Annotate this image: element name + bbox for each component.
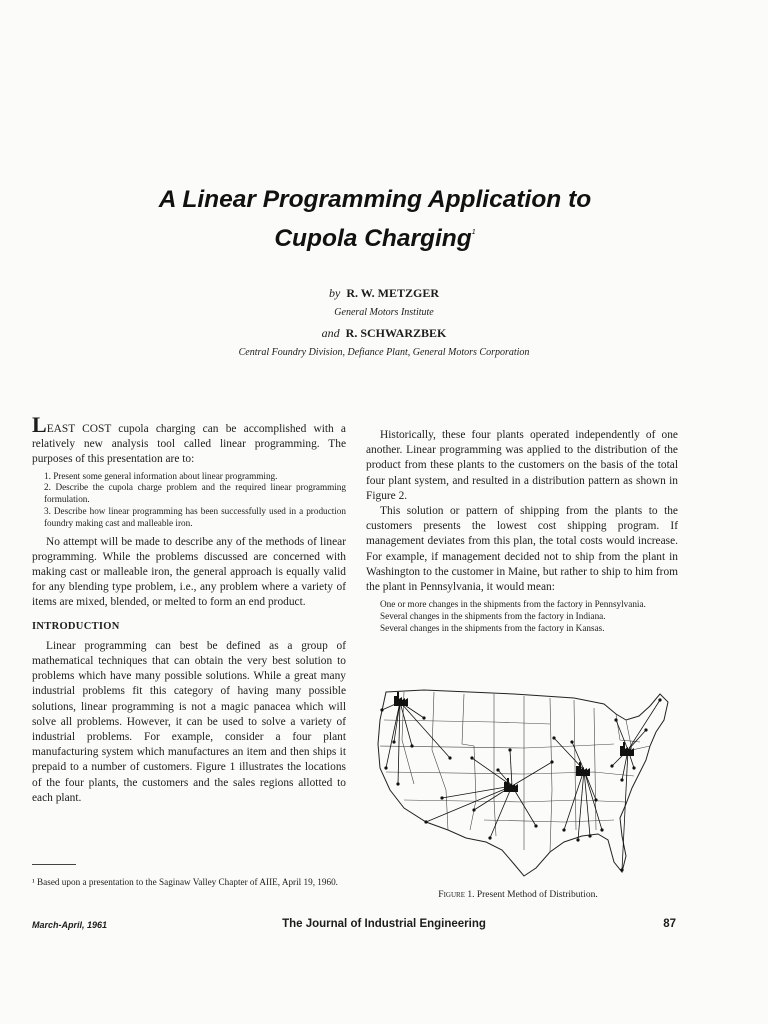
- list-item: 2. Describe the cupola charge problem and the required linear programming formulation.: [44, 482, 346, 505]
- list-item: 3. Describe how linear programming has been successfully used in a production foundry making cast and malleable iron.: [44, 506, 346, 528]
- us-outline: [378, 690, 668, 876]
- list-item: One or more changes in the shipments from the factory in Pennsylvania.: [380, 599, 646, 610]
- article-title: [60, 183, 690, 255]
- plant-factory-icons: [394, 692, 634, 792]
- title-line-2-text: Cupola Charging: [274, 225, 472, 252]
- author-2-affiliation: Central Foundry Division, Defiance Plant, General Motors Corporation: [238, 347, 530, 358]
- author-2-line: [0, 326, 768, 341]
- consequence-list: [366, 599, 678, 634]
- section-heading: INTRODUCTION: [32, 620, 120, 632]
- intro-paragraph: [32, 412, 346, 468]
- figure-caption: [368, 890, 668, 900]
- list-item: Several changes in the shipments from the factory in Kansas.: [380, 622, 605, 633]
- figure-caption-label: Figure: [438, 890, 465, 900]
- figure-caption-text: 1. Present Method of Distribution.: [467, 890, 598, 900]
- issue-date: March-April, 1961: [32, 920, 108, 930]
- purpose-list: [32, 471, 346, 530]
- factory-icon-washington: [394, 692, 408, 706]
- right-paragraph-1: Historically, these four plants operated independently of one another. Linear programming was applied to the distribution of the product from these plants to the customers on the basis of the total four plant system, and resulted in a distribution pattern as shown in Figure 2.: [366, 429, 678, 502]
- title-line-2: [60, 216, 690, 255]
- list-item: Several changes in the shipments from the factory in Indiana.: [380, 611, 606, 622]
- by-label: by: [328, 286, 341, 300]
- distribution-map-figure: [364, 680, 680, 885]
- customer-points: [380, 698, 661, 871]
- right-paragraph-2: This solution or pattern of shipping from the plants to the customers presents the lowest cost shipping program. If management deviates from this plan, the total costs would increase. For example, if management decided not to ship from the plant in Washington to the customer in Maine, but rather to ship to him from the plant in Pennsylvania, it would mean:: [366, 505, 678, 594]
- right-column: [366, 428, 678, 635]
- paragraph-3: Linear programming can best be defined as a group of mathematical techniques that can obtain the very best solution to problems which have many possible solutions. While a great many industrial problems fit this category of having many possible solutions, linear programming is not a magic panacea which will solve all problems. However, it can be used to solve a variety of industrial problems. For example, consider a four plant manufacturing system which manufactures an item and then ships it prepaid to a number of customers. Figure 1 illustrates the locations of the four plants, the customers and the sales regions allotted to each plant.: [32, 639, 346, 804]
- author-1-name: R. W. METZGER: [346, 286, 440, 300]
- left-column: [32, 412, 346, 806]
- paragraph-2: No attempt will be made to describe any of the methods of linear programming. While the problems discussed are concerned with making cast or malleable iron, the general approach is equally valid for any blending type problem, i.e., any problem where a variety of items are mixed, blended, or melted to form an end product.: [32, 535, 346, 609]
- author-2-name: R. SCHWARZBEK: [345, 326, 447, 340]
- title-footnote-ref: 1: [471, 229, 476, 236]
- factory-icon-kansas: [504, 778, 518, 792]
- distribution-lines: [382, 700, 660, 870]
- footnote: ¹ Based upon a presentation to the Saginaw Valley Chapter of AIIE, April 19, 1960.: [32, 877, 338, 887]
- footnote-rule: [32, 864, 76, 865]
- author-1-line: [0, 286, 768, 301]
- author-1-affiliation: General Motors Institute: [334, 307, 434, 318]
- list-item: 1. Present some general information about linear programming.: [44, 470, 278, 481]
- drop-cap: L: [32, 412, 47, 437]
- and-label: and: [321, 326, 340, 340]
- intro-text: EAST COST cupola charging can be accomplished with a relatively new analysis tool called linear programming. The purposes of this presentation are to:: [32, 423, 346, 466]
- page-number: 87: [663, 918, 676, 930]
- title-line-1: A Linear Programming Application to: [158, 186, 592, 213]
- journal-name: The Journal of Industrial Engineering: [282, 918, 486, 930]
